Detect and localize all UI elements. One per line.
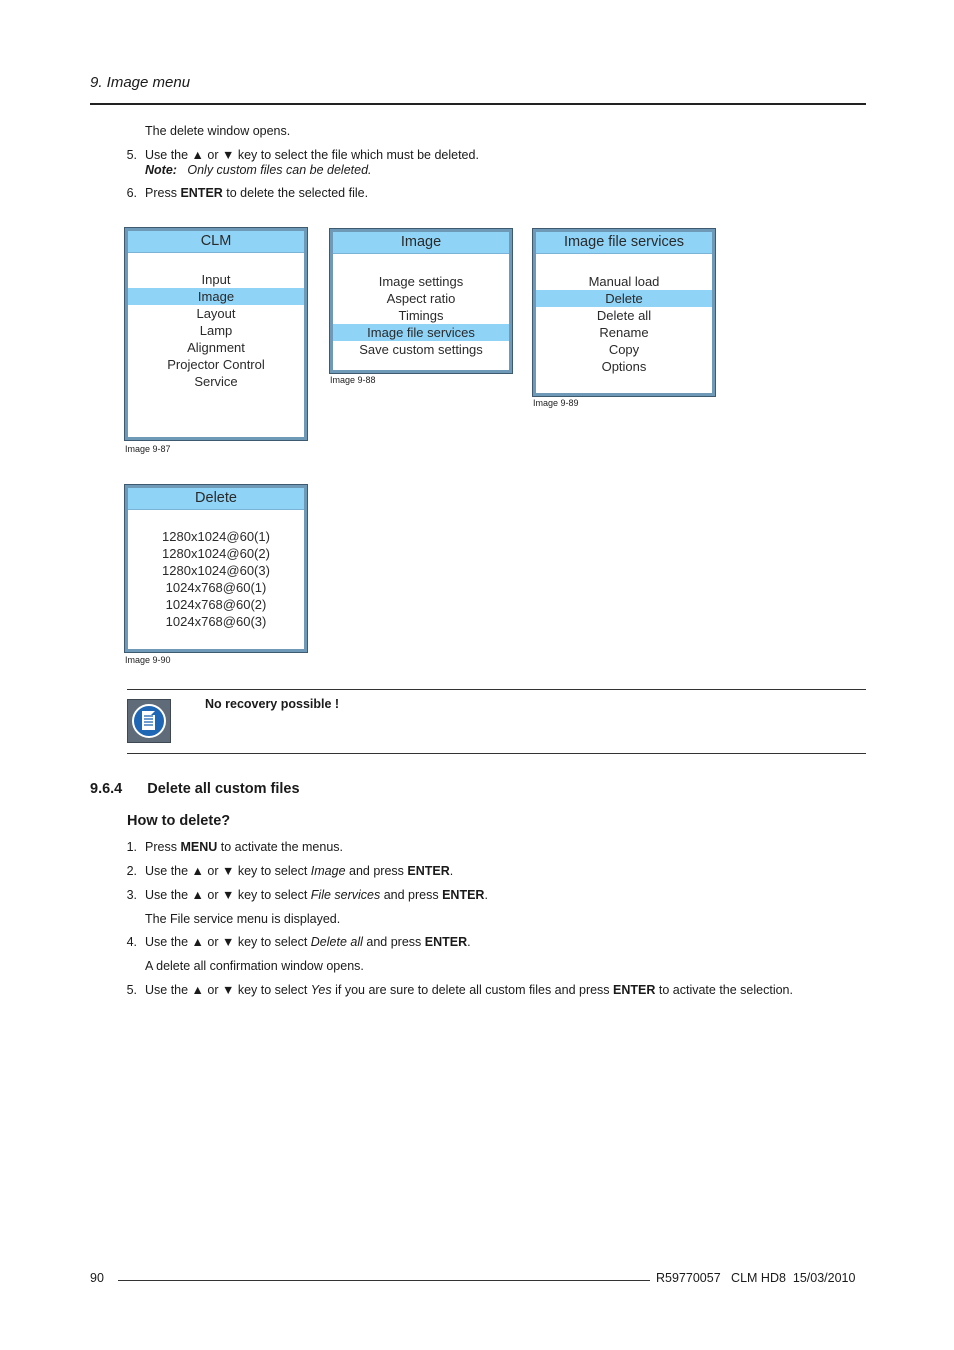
file-item[interactable]: 1024x768@60(2) <box>165 597 267 612</box>
menu-item-copy[interactable]: Copy <box>608 342 640 357</box>
file-item[interactable]: 1024x768@60(1) <box>165 580 267 595</box>
note-bottom-rule <box>127 753 866 754</box>
image-caption: Image 9-87 <box>125 444 171 454</box>
note-top-rule <box>127 689 866 690</box>
menu-title: CLM <box>128 231 304 253</box>
section-heading <box>90 781 300 797</box>
menu-item-manual-load[interactable]: Manual load <box>588 274 660 289</box>
step-text: Press ENTER to delete the selected file. <box>145 186 369 200</box>
step-number: 4. <box>126 935 137 949</box>
chapter-heading: 9. Image menu <box>90 74 191 91</box>
menu-item-service[interactable]: Service <box>194 374 238 389</box>
step-text: Use the ▲ or ▼ key to select Delete all and press ENTER. <box>145 935 471 949</box>
page-number: 90 <box>90 1271 104 1285</box>
menu-items <box>128 271 304 390</box>
note-label: Note: <box>145 163 177 177</box>
menu-item-delete[interactable]: Delete <box>536 290 712 307</box>
menu-item-delete-all[interactable]: Delete all <box>596 308 652 323</box>
header-rule <box>90 103 866 105</box>
delete-menu <box>125 485 307 652</box>
note-document-icon <box>127 699 171 743</box>
image-menu <box>330 229 512 373</box>
step-number: 6. <box>126 186 137 200</box>
step-number: 5. <box>126 983 137 997</box>
section-number: 9.6.4 <box>90 781 123 797</box>
step-number: 2. <box>126 864 137 878</box>
note-text: Only custom files can be deleted. <box>187 163 372 177</box>
step-result: A delete all confirmation window opens. <box>145 959 364 973</box>
menu-item-image[interactable]: Image <box>128 288 304 305</box>
menu-title: Delete <box>128 488 304 510</box>
step-text: Use the ▲ or ▼ key to select Yes if you are sure to delete all custom files and press ENTER to activate the selection. <box>145 983 793 997</box>
document-reference: R59770057 CLM HD8 15/03/2010 <box>656 1271 856 1285</box>
menu-items <box>536 273 712 375</box>
menu-item-input[interactable]: Input <box>201 272 231 287</box>
step-number: 5. <box>126 148 137 162</box>
note-message: No recovery possible ! <box>205 697 340 711</box>
menu-item-image-file-services[interactable]: Image file services <box>333 324 509 341</box>
menu-item-layout[interactable]: Layout <box>196 306 236 321</box>
image-caption: Image 9-90 <box>125 655 171 665</box>
file-item[interactable]: 1280x1024@60(3) <box>162 563 270 578</box>
image-caption: Image 9-88 <box>330 375 376 385</box>
note-line <box>145 162 372 178</box>
menu-item-timings[interactable]: Timings <box>398 308 444 323</box>
step-text: Use the ▲ or ▼ key to select Image and press ENTER. <box>145 864 454 878</box>
menu-item-projector-control[interactable]: Projector Control <box>167 357 265 372</box>
clm-menu <box>125 228 307 440</box>
subsection-heading: How to delete? <box>127 813 231 829</box>
menu-items <box>333 273 509 358</box>
menu-item-save-custom-settings[interactable]: Save custom settings <box>359 342 483 357</box>
menu-item-image-settings[interactable]: Image settings <box>378 274 464 289</box>
image-caption: Image 9-89 <box>533 398 579 408</box>
image-file-services-menu <box>533 229 715 396</box>
step-text: Use the ▲ or ▼ key to select the file which must be deleted. <box>145 148 479 162</box>
step-number: 3. <box>126 888 137 902</box>
menu-item-alignment[interactable]: Alignment <box>187 340 245 355</box>
menu-item-aspect-ratio[interactable]: Aspect ratio <box>386 291 456 306</box>
footer-rule <box>118 1280 650 1281</box>
intro-text: The delete window opens. <box>145 124 291 138</box>
menu-title: Image <box>333 232 509 254</box>
file-item[interactable]: 1280x1024@60(2) <box>162 546 270 561</box>
menu-item-lamp[interactable]: Lamp <box>199 323 233 338</box>
step-text: Use the ▲ or ▼ key to select File services and press ENTER. <box>145 888 488 902</box>
menu-item-options[interactable]: Options <box>601 359 647 374</box>
step-result: The File service menu is displayed. <box>145 912 341 926</box>
section-title: Delete all custom files <box>147 781 300 797</box>
menu-items <box>128 528 304 630</box>
step-number: 1. <box>126 840 137 854</box>
menu-title: Image file services <box>536 232 712 254</box>
menu-item-rename[interactable]: Rename <box>599 325 649 340</box>
file-item[interactable]: 1024x768@60(3) <box>165 614 267 629</box>
step-text: Press MENU to activate the menus. <box>145 840 344 854</box>
file-item[interactable]: 1280x1024@60(1) <box>162 529 270 544</box>
